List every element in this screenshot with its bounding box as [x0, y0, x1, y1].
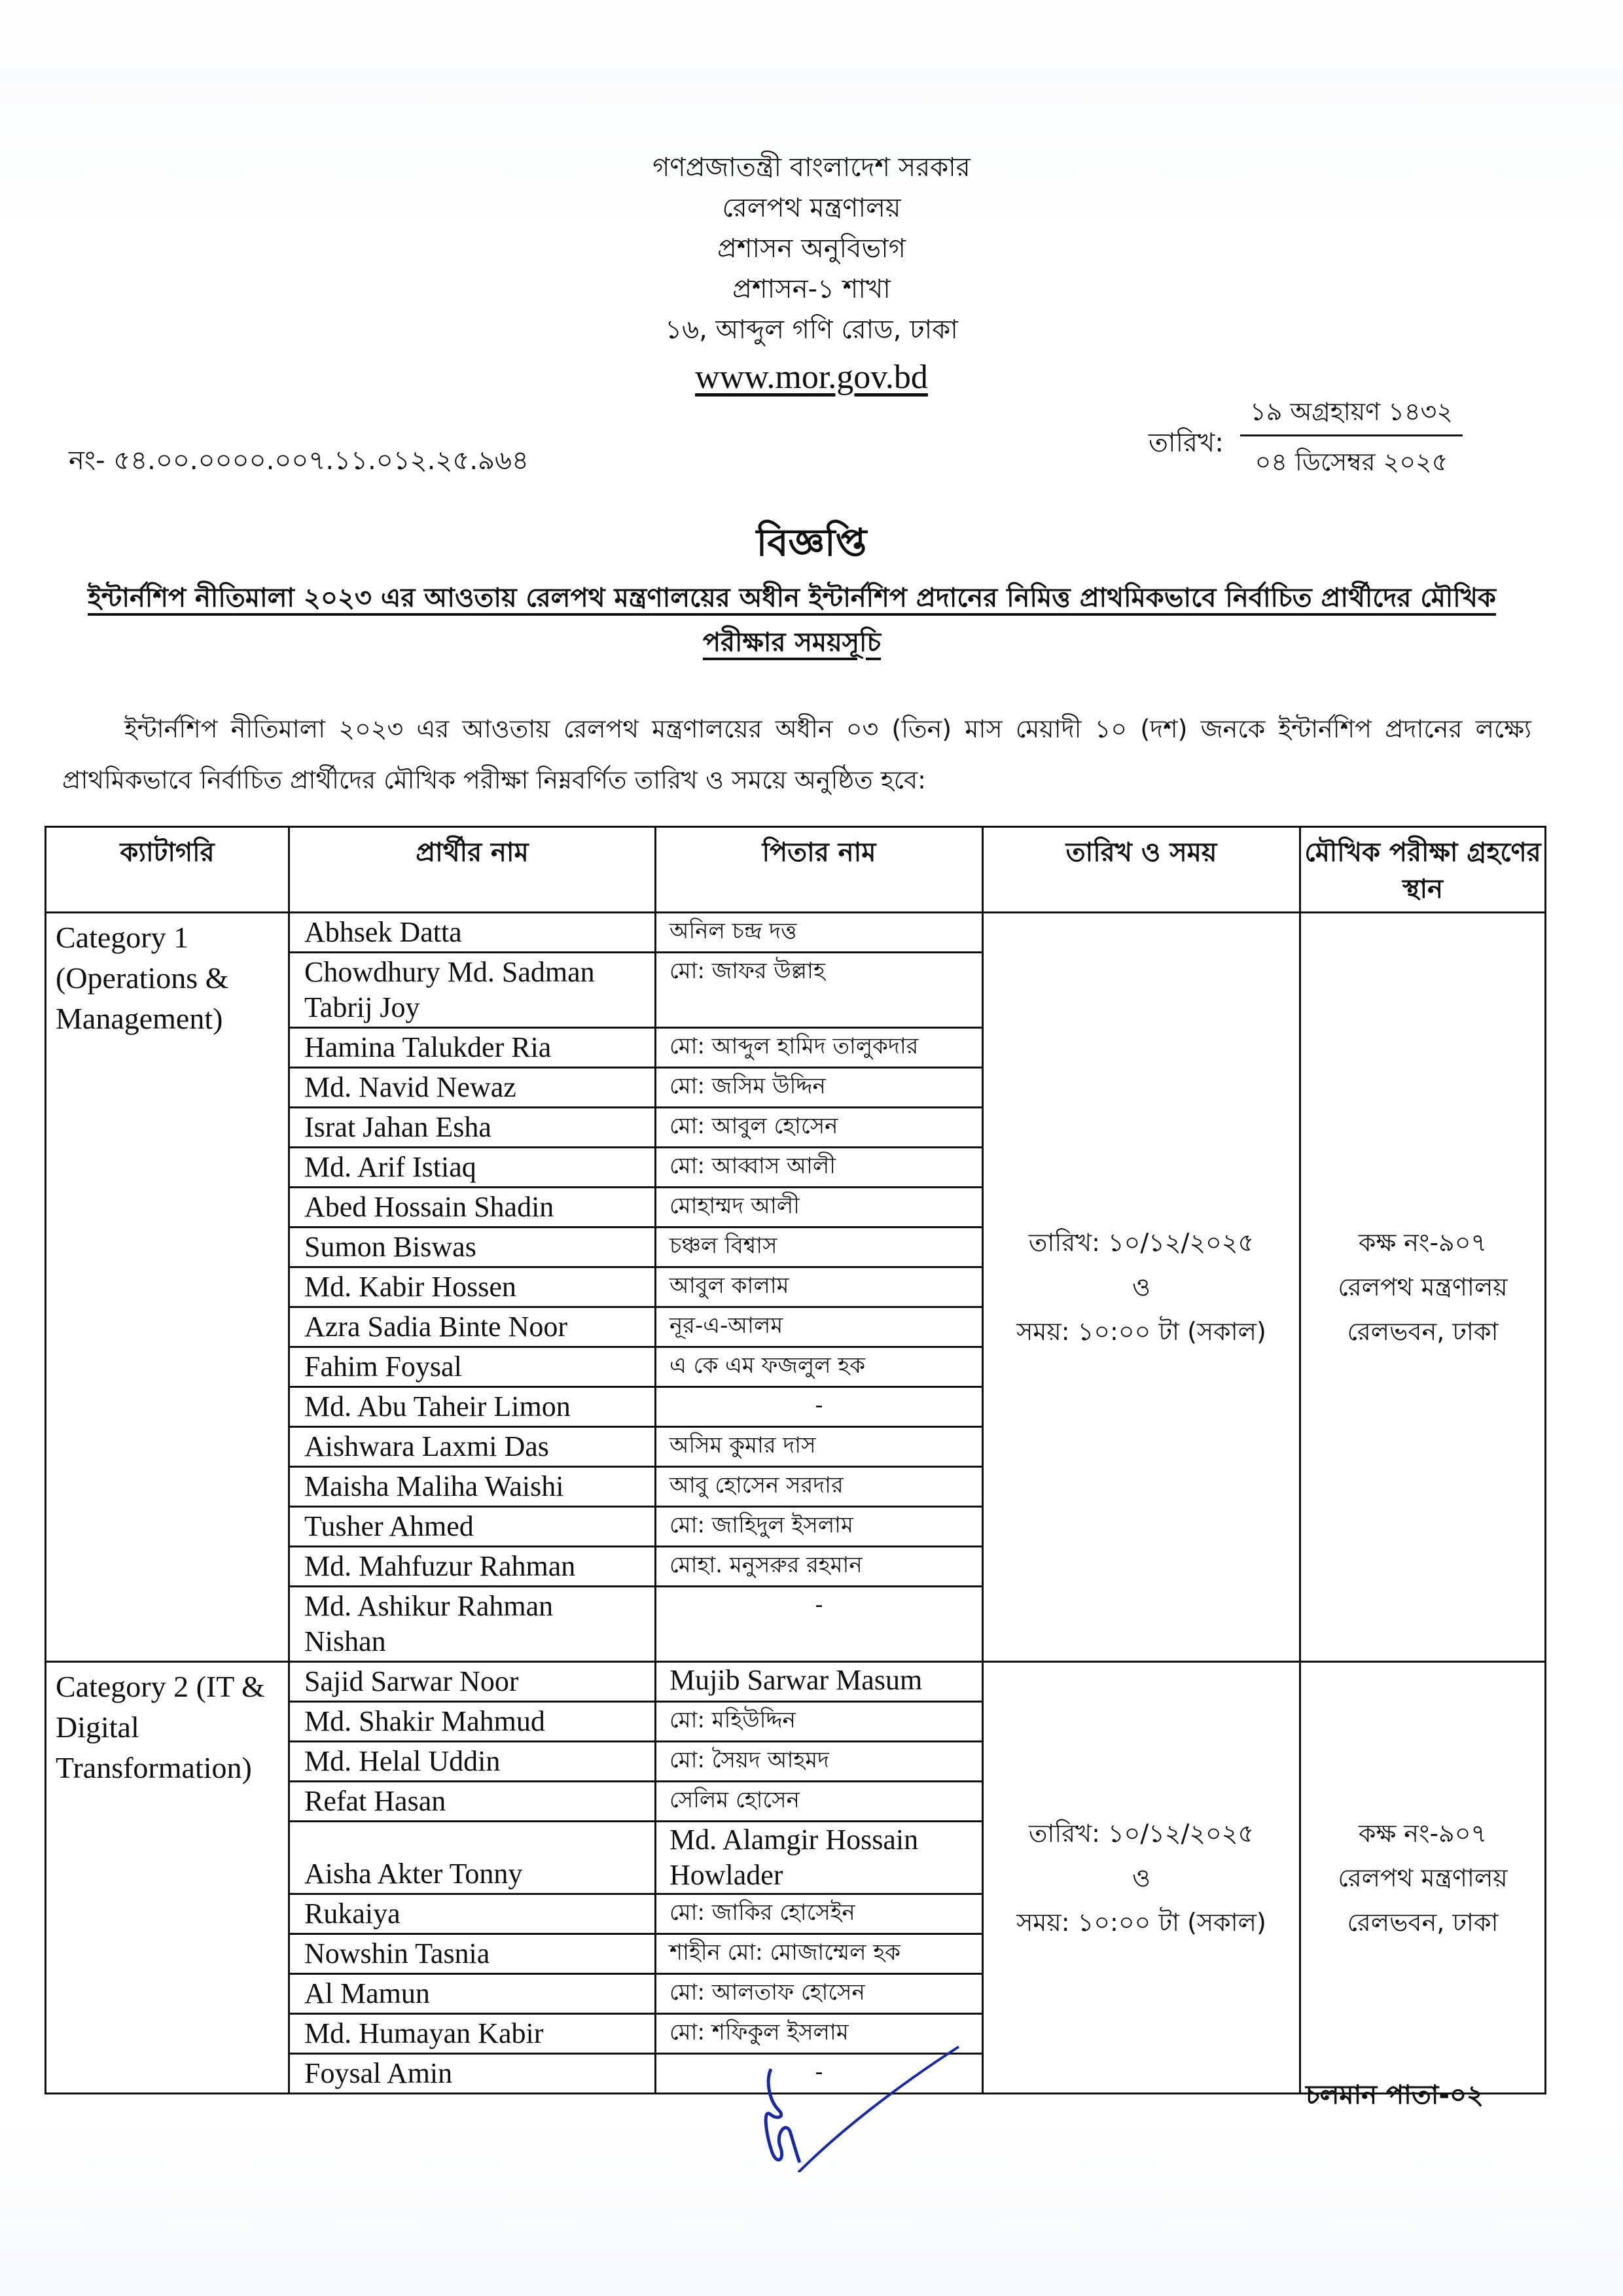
header-category: ক্যাটাগরি: [46, 827, 289, 913]
notice-title: বিজ্ঞপ্তি: [756, 520, 867, 565]
category-cell: Category 2 (IT & Digital Transformation): [46, 1662, 289, 2094]
father-name: মো: জসিম উদ্দিন: [656, 1068, 983, 1108]
date-time-cell: [983, 1662, 1300, 2094]
candidate-name: Md. Shakir Mahmud: [289, 1702, 656, 1742]
father-name: মো: জাফর উল্লাহ: [656, 953, 983, 1028]
father-name: Mujib Sarwar Masum: [656, 1662, 983, 1702]
candidate-name: Sumon Biswas: [289, 1227, 656, 1267]
candidate-name: Md. Helal Uddin: [289, 1742, 656, 1782]
father-name: মো: আবুল হোসেন: [656, 1108, 983, 1148]
father-name: মোহা. মনুসরুর রহমান: [656, 1547, 983, 1587]
candidate-name: Md. Abu Taheir Limon: [289, 1387, 656, 1427]
website-link[interactable]: www.mor.gov.bd: [695, 359, 928, 396]
father-name: -: [656, 1387, 983, 1427]
father-name: মো: আব্বাস আলী: [656, 1148, 983, 1188]
candidate-name: Md. Kabir Hossen: [289, 1267, 656, 1307]
exam-date: তারিখ: ১০/১২/২০২৫: [1028, 1818, 1255, 1848]
candidate-name: Refat Hasan: [289, 1782, 656, 1822]
venue-ministry: রেলপথ মন্ত্রণালয়: [1338, 1273, 1508, 1301]
candidate-name: Chowdhury Md. Sadman Tabrij Joy: [289, 953, 656, 1028]
father-name: আবু হোসেন সরদার: [656, 1467, 983, 1507]
header-father-name: পিতার নাম: [656, 827, 983, 913]
date-label: তারিখ:: [1149, 428, 1224, 458]
table-row: [46, 913, 1546, 953]
date-block: [1149, 393, 1515, 491]
candidate-name: Md. Humayan Kabir: [289, 2014, 656, 2054]
continued-page-label: চলমান পাতা-০২: [1306, 2080, 1484, 2110]
table-row: [46, 1662, 1546, 1702]
father-name: এ কে এম ফজলুল হক: [656, 1347, 983, 1387]
candidate-name: Abhsek Datta: [289, 913, 656, 953]
father-name: -: [656, 2054, 983, 2094]
father-name: অনিল চন্দ্র দত্ত: [656, 913, 983, 953]
father-name: নূর-এ-আলম: [656, 1307, 983, 1347]
candidate-name: Md. Mahfuzur Rahman: [289, 1547, 656, 1587]
father-name: মো: জাকির হোসেইন: [656, 1894, 983, 1934]
category-cell: Category 1 (Operations & Management): [46, 913, 289, 1662]
candidate-name: Md. Navid Newaz: [289, 1068, 656, 1108]
candidate-name: Rukaiya: [289, 1894, 656, 1934]
father-name: শাহীন মো: মোজাম্মেল হক: [656, 1934, 983, 1974]
father-name: মো: আব্দুল হামিদ তালুকদার: [656, 1028, 983, 1068]
candidate-name: Al Mamun: [289, 1974, 656, 2014]
venue-ministry: রেলপথ মন্ত্রণালয়: [1338, 1863, 1508, 1892]
exam-time: সময়: ১০:০০ টা (সকাল): [1016, 1317, 1266, 1346]
header-venue: মৌখিক পরীক্ষা গ্রহণের স্থান: [1300, 827, 1546, 913]
table-header-row: [46, 827, 1546, 913]
notice-body: ইন্টার্নশিপ নীতিমালা ২০২৩ এর আওতায় রেলপথ মন্ত্রণালয়ের অধীন ০৩ (তিন) মাস মেয়াদী ১০ (দশ) জনকে ইন্টার্নশিপ প্রদানের লক্ষ্যে প্রাথমিকভাবে নির্বাচিত প্রার্থীদের মৌখিক পরীক্ষা নিম্নবর্ণিত তারিখ ও সময়ে অনুষ্ঠিত হবে:: [62, 715, 1531, 794]
candidate-name: Fahim Foysal: [289, 1347, 656, 1387]
candidate-name: Foysal Amin: [289, 2054, 656, 2094]
candidate-name: Maisha Maliha Waishi: [289, 1467, 656, 1507]
candidate-name: Hamina Talukder Ria: [289, 1028, 656, 1068]
venue-cell: [1300, 1662, 1546, 2094]
father-name: আবুল কালাম: [656, 1267, 983, 1307]
candidate-name: Nowshin Tasnia: [289, 1934, 656, 1974]
schedule-table: [45, 826, 1546, 2094]
father-name: মোহাম্মদ আলী: [656, 1188, 983, 1227]
letterhead-branch: প্রশাসন-১ শাখা: [732, 274, 891, 304]
venue-building: রেলভবন, ঢাকা: [1347, 1317, 1499, 1346]
letterhead-ministry: রেলপথ মন্ত্রণালয়: [722, 193, 901, 223]
father-name: মো: জাহিদুল ইসলাম: [656, 1507, 983, 1547]
and-word: ও: [1132, 1273, 1150, 1301]
candidate-name: Aishwara Laxmi Das: [289, 1427, 656, 1467]
venue-building: রেলভবন, ঢাকা: [1347, 1907, 1499, 1937]
father-name: মো: আলতাফ হোসেন: [656, 1974, 983, 2014]
candidate-name: Md. Ashikur Rahman Nishan: [289, 1587, 656, 1662]
candidate-name: Abed Hossain Shadin: [289, 1188, 656, 1227]
father-name: -: [656, 1587, 983, 1662]
father-name: সেলিম হোসেন: [656, 1782, 983, 1822]
header-date-time: তারিখ ও সময়: [983, 827, 1300, 913]
and-word: ও: [1132, 1863, 1150, 1892]
father-name: মো: মহিউদ্দিন: [656, 1702, 983, 1742]
father-name: মো: শফিকুল ইসলাম: [656, 2014, 983, 2054]
candidate-name: Azra Sadia Binte Noor: [289, 1307, 656, 1347]
letterhead-government: গণপ্রজাতন্ত্রী বাংলাদেশ সরকার: [652, 152, 971, 183]
venue-room: কক্ষ নং-৯০৭: [1358, 1818, 1488, 1848]
date-gregorian: ০৪ ডিসেম্বর ২০২৫: [1255, 448, 1448, 476]
reference-number: নং- ৫৪.০০.০০০০.০০৭.১১.০১২.২৫.৯৬৪: [69, 446, 529, 476]
candidate-name: Aisha Akter Tonny: [289, 1822, 656, 1894]
exam-date: তারিখ: ১০/১২/২০২৫: [1028, 1228, 1255, 1257]
date-stack: [1240, 393, 1463, 481]
exam-time: সময়: ১০:০০ টা (সকাল): [1016, 1907, 1266, 1937]
father-name: চঞ্চল বিশ্বাস: [656, 1227, 983, 1267]
venue-room: কক্ষ নং-৯০৭: [1358, 1228, 1488, 1257]
venue-cell: [1300, 913, 1546, 1662]
candidate-name: Tusher Ahmed: [289, 1507, 656, 1547]
letterhead-address: ১৬, আব্দুল গণি রোড, ঢাকা: [665, 315, 958, 345]
candidate-name: Israt Jahan Esha: [289, 1108, 656, 1148]
signature-icon: [740, 2041, 975, 2172]
candidate-name: Sajid Sarwar Noor: [289, 1662, 656, 1702]
date-time-cell: [983, 913, 1300, 1662]
letterhead-division: প্রশাসন অনুবিভাগ: [717, 234, 906, 264]
letterhead: [0, 147, 1623, 402]
notice-subject: ইন্টার্নশিপ নীতিমালা ২০২৩ এর আওতায় রেলপথ মন্ত্রণালয়ের অধীন ইন্টার্নশিপ প্রদানের নিমিত্ত প্রাথমিকভাবে নির্বাচিত প্রার্থীদের মৌখিক পরীক্ষার সময়সূচি: [88, 583, 1496, 658]
father-name: মো: সৈয়দ আহমদ: [656, 1742, 983, 1782]
father-name: অসিম কুমার দাস: [656, 1427, 983, 1467]
father-name: Md. Alamgir Hossain Howlader: [656, 1822, 983, 1894]
date-bangla: ১৯ অগ্রহায়ণ ১৪৩২: [1240, 393, 1463, 436]
header-candidate-name: প্রার্থীর নাম: [289, 827, 656, 913]
candidate-name: Md. Arif Istiaq: [289, 1148, 656, 1188]
